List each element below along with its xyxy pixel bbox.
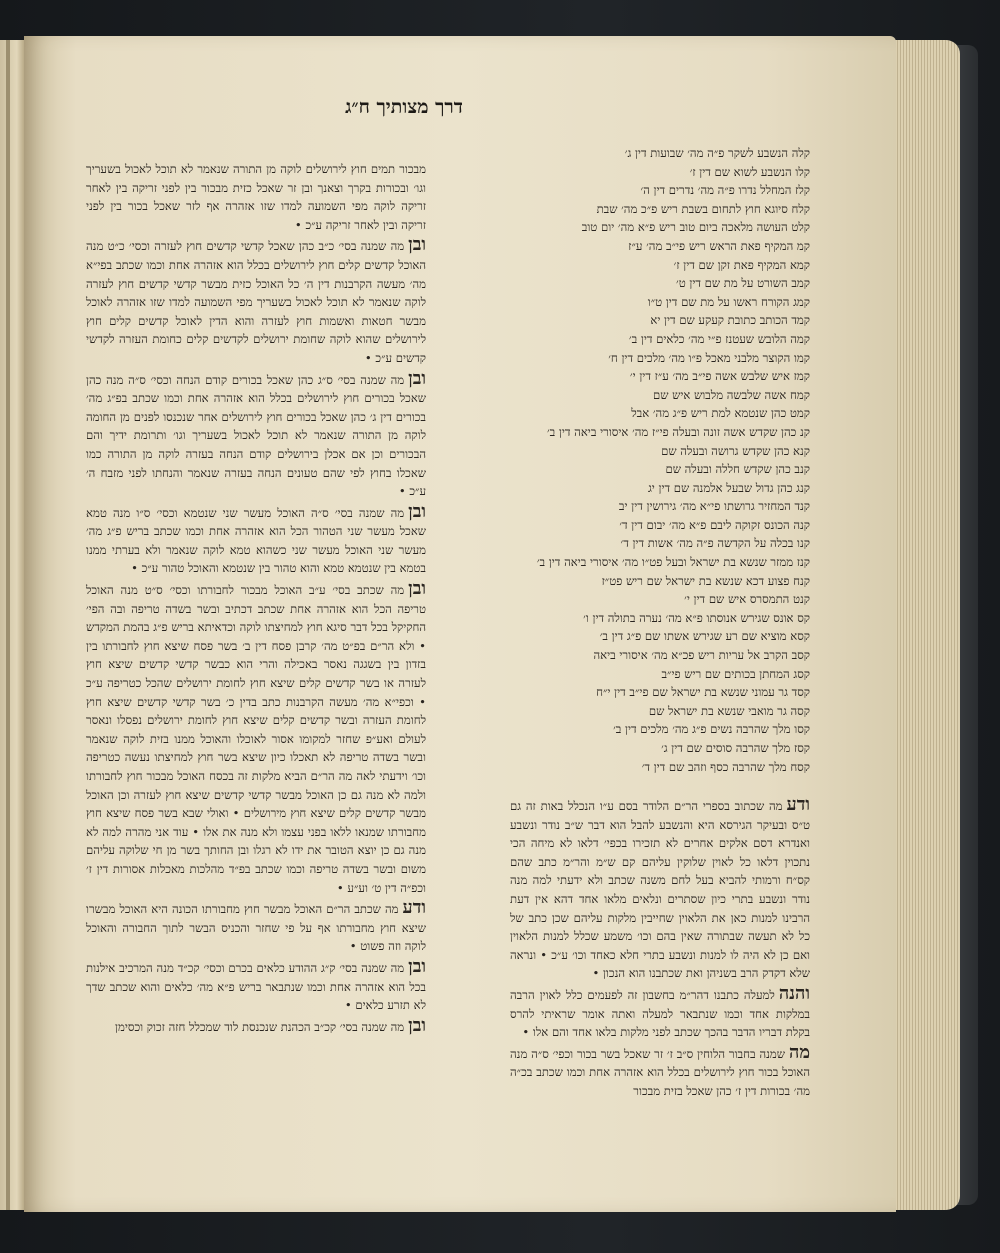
prohibition-entry: קמז איש שלבש אשה פי״ב מה׳ ע״ז דין י׳ [629,369,810,384]
prohibition-entry: קנה הכונס זקוקה ליבם פ״א מה׳ יבום דין ד׳ [619,517,810,532]
paragraph-lead-word: ובן [408,500,426,522]
facing-page-fold [6,40,10,1210]
paragraph-body: מה שכתב הר״ם האוכל מבשר חוץ מחבורתו הכונה היא האוכל מבשרו שיצא חוץ מחבורתו אף על פי שחזר והכניס הבשר לתוך החבורה והאוכל לוקה וזה פשוט • [86,902,426,954]
paragraph-lead-word: ובן [408,234,426,256]
prohibition-entry: קמג הקורח ראשו על מת שם דין ט״ו [647,294,810,309]
prohibition-entry: קסג המחתן בכותים שם ריש פי״ב [661,666,810,681]
prohibition-entry: קמו הקוצר מלבני מאכל פ״ו מה׳ מלכים דין ח׳ [608,350,810,365]
paragraph-lead-word: ודע [786,794,810,815]
paragraph-lead-word: ובן [408,578,426,600]
prohibition-entry: קנט התמסרס איש שם דין י׳ [684,592,810,607]
text-paragraph [510,796,810,983]
prohibition-entry: קסד גר עמוני שנשא בת ישראל שם פי״ב דין י״ח [596,685,810,700]
paragraph-body: מה שמנה בסי׳ ס״ה האוכל מעשר שני שנטמא וכסי׳ ס״ו מנה טמא שאכל מעשר שני הטהור הכל הוא אזהרה אחת וכמו שכתב בריש פ״ג מה׳ מעשר שני האוכל מעשר שני כשהוא טמא לוקה שנאמר ולא בערתי ממנו בטמא בין שנטמא טמא והוא טהור בין שנטמא והאוכל טהור ע״כ • [86,505,426,576]
paragraph-lead-word: והנה [778,982,810,1004]
prohibition-entry: קלה הנשבע לשקר פ״ה מה׳ שבועות דין ג׳ [624,146,810,160]
paragraph-body: מה שמנה בסי׳ קכ״ב הכהנת שנכנסת לוד שמכלל חזה זכוק וכסימן [115,1019,405,1034]
prohibition-entry: קנא כהן שקדש גרושה ובעלה שם [661,443,810,458]
prohibition-entry: קס אונס שגירש אנוסתו פ״א מה׳ נערה בתולה דין ו׳ [583,610,810,625]
text-paragraph [86,500,426,578]
paragraph-body: מבכור תמים חוץ לירושלים לוקה מן התורה שנאמר לא תוכל לאכול בשעריך וגו׳ ובכורות בקרך וצאנך ובן זר שאכל כזית מבכור בין לפני זריקה בין לאחר זריקה לוקה מפי השמועה למדו שזו אזהרה אף לזר שאכל בכור בין לפני זריקה ובין לאחר זריקה ע״כ • [86,162,426,232]
text-paragraph [86,955,426,1015]
prohibition-entry: קמט כהן שנטמא למת ריש פ״ג מה׳ אבל [631,406,810,421]
prohibition-entry: קסא מוציא שם רע שגירש אשתו שם פ״ג דין ב׳ [599,629,810,644]
text-paragraph [510,1041,810,1101]
paragraph-body: מה שמנה בסי׳ ק״ג ההודע כלאים בכרם וכסי׳ קכ״ד מנה המרכיב אילנות בכל הוא אזהרה אחת וכמו שנתבאר בריש פ״א מה׳ כלאים והוא שכתב שדך לא תזרע כלאים • [86,960,426,1013]
prohibition-entry: קמד הכותב כתובת קעקע שם דין יא [650,313,810,328]
prohibition-entry: קסב הקרב אל עריות ריש פכ״א מה׳ איסורי ביאה [593,648,810,663]
paragraph-lead-word: ובן [408,955,426,977]
paragraph-lead-word: מה [788,1041,810,1063]
right-column-commentary [510,796,810,1103]
text-paragraph [86,160,426,234]
text-paragraph [510,982,810,1042]
prohibition-entry: קנג כהן גדול שבעל אלמנה שם דין יג [647,480,810,495]
right-column [510,144,810,776]
prohibition-entry: קסז מלך שהרבה סוסים שם דין ג׳ [661,741,810,755]
prohibition-entry: קסה גר מואבי שנשא בת ישראל שם [648,703,810,718]
text-paragraph [86,236,426,367]
prohibition-entry: קלט העושה מלאכה ביום טוב ריש פ״א מה׳ יום טוב [581,220,810,235]
prohibition-entry: קמ המקיף פאת הראש ריש פי״ב מה׳ ע״ז [628,238,810,253]
prohibition-entry: קמה הלובש שעטנז פ״י מה׳ כלאים דין ב׳ [628,331,810,346]
prohibition-entry: קנב כהן שקדש חללה ובעלה שם [665,462,810,477]
prohibition-entry: קנד המחזיר גרושתו פי״א מה׳ גירושין דין יב [618,499,810,514]
paragraph-body: מה שמנה בסי׳ כ״ב כהן שאכל קדשי קדשים חוץ לעזרה וכסי׳ כ״ט מנה האוכל קדשים קלים חוץ לירושלים בכלל הוא אזהרה אחת וכמו שכתב בפי״א מה׳ מעשה הקרבנות דין ה׳ כל האוכל כזית מבשר קדשי קדשים חוץ לעזרה לוקה שנאמר לא תוכל לאכול בשעריך מפי השמועה למדו שזו אזהרה לאוכל מבשר חטאות ואשמות חוץ לעזרה והוא הדין לאוכל קדשים קלים חוץ לירושלים שהוא לוקה שחומת ירושלים לקדשים קלים כחומת העזרה לקדשי קדשים ע״כ • [86,239,426,365]
paragraph-body: מה שמנה בסי׳ ס״ג כהן שאכל בכורים קודם הנחה וכסי׳ ס״ה מנה כהן שאכל בכורים חוץ לירושלים בכלל הוא אזהרה אחת וכמו שכתב בפ״ג מה׳ בכורים דין ג׳ כהן שאכל בכורים חוץ לירושלים אחר שנכנסו לפנים מן החומה לוקה מן התורה שנאמר לא תוכל לאכול בשעריך וגו׳ ותרומת ידיך והם הבכורים וכן אם אכלן בירושלים קודם הנחה בעזרה לוקה מן התורה כמו שאכלו בחוץ לפי שהם טעונים הנחה בעזרה שנאמר והנחתו לפני מזבח ה׳ ע״כ • [86,372,426,499]
running-header: דרך מצותיך ח״ג [345,96,463,118]
text-paragraph [86,899,426,956]
prohibition-entry: קנז ממזר שנשא בת ישראל ובעל פט״ו מה׳ איסורי ביאה דין ב׳ [536,555,810,570]
prohibition-entry: קנח פצוע דכא שנשא בת ישראל שם ריש פט״ז [601,573,810,588]
prohibition-entry: קלז המחלל נדרו פ״ה מה׳ נדרים דין ה׳ [640,183,810,198]
text-paragraph [86,1014,426,1037]
book-page [24,36,896,1212]
prohibition-entry: קנו בכלה על הקדשה פ״ה מה׳ אשות דין ד׳ [620,536,810,551]
facing-page-edge [0,40,26,1210]
prohibition-entry: קלח סיוגא חוץ לתחום בשבת ריש פ״כ מה׳ שבת [596,201,810,216]
text-paragraph [86,580,426,897]
left-column [86,160,426,1038]
prohibition-entry: קסח מלך שהרבה כסף וזהב שם דין ד׳ [641,759,810,774]
prohibition-entry: קמח אשה שלבשה מלבוש איש שם [652,387,810,402]
paragraph-lead-word: ובן [408,1014,426,1036]
prohibition-entry: קלו הנשבע לשוא שם דין ז׳ [689,164,810,179]
prohibition-entry: קנ כהן שקדש אשה זונה ובעלה פי״ז מה׳ איסורי ביאה דין ב׳ [546,424,810,439]
paragraph-lead-word: ובן [408,367,426,389]
paragraph-lead-word: ודע [402,897,426,919]
prohibition-entry: קמא המקיף פאת זקן שם דין ז׳ [673,257,810,272]
paragraph-body: למעלה כתבנו דהר״מ בחשבון זה לפעמים כלל לאוין הרבה במלקות אחד וכמו שנתבאר למעלה ואתה אומר שראיתי להרס בקלת דבריו הדבר בהכך שכתב לפני מלקות בלאו אחד והם אלו • [510,987,810,1040]
prohibition-entry: קמב השורט על מת שם דין ט׳ [676,276,810,291]
paragraph-body: מה שכתב בסי׳ ע״ב האוכל מבכור לחבורתו וכסי׳ ס״ט מנה האוכל טריפה הכל הוא אזהרה אחת שכתב דכתיב ובשר בשדה טריפה ובה הפי׳ החקיקל בכל דבר סיגא חוץ למחיצתו לוקה וכדאיתא בריש פ״ג בהמת המקדש • ולא הר״ם בפ״ט מה׳ קרבן פסח דין ב׳ בשר פסח שיצא חוץ לחבורתו בין בזדון בין בשגגה נאסר באכילה והרי הוא כבשר קדשי קדשים שיצא חוץ לעזרה או בשר קדשים קלים שיצא חוץ לחומת ירושלים שהכל כטריפה ע״כ • וכפי״א מה׳ מעשה הקרבנות כתב בדין כ׳ בשר קדשי קדשים שיצא חוץ לחומת העזרה ובשר קדשים קלים שיצא חוץ לחומת ירושלים נפסלו ונאסר לעולם ואע״פ שחזר למקומו אסור לאוכלו והאוכל ממנו בזית לוקה שנאמר ובשר בשדה טריפה לא תאכלו כיון שיצא בשר חוץ למחיצתו נעשה כטריפה וכו׳ וידעתי לאה מה הר״ם הביא מלקות זה בכסח האוכל מבכור חוץ לחבורתו ולמה לא מנה גם כן האוכל מבשר קדשי קדשים שיצא חוץ לעזרה וכן האוכל מבשר קדשים קלים שיצא חוץ מירושלים • ואולי שבא בשר פסח שיצא חוץ מחבורתו שמנאו ללאו בפני עצמו ולא מנה את אלו • עוד אני מהרה למה לא מנה גם כן יוצא הטובר את ידו לא רגלו ובן החותך בשר מן חי שלוקה עליהם משום ובשר בשדה טריפה וכמו שכתב בפ״ד מהלכות מאכלות אסורות דין ז׳ וכפ״ה דין ט׳ וע״ע • [86,583,426,895]
text-paragraph [86,367,426,501]
paragraph-body: שמנה בחבור הלוחין ס״ב ז׳ זר שאכל בשר בכור וכפי׳ ס״ה מנה האוכל בכור חוץ לירושלים בכלל הוא אזהרה אחת וכמו שכתב בכ״ה מה׳ בכורות דין ז׳ כהן שאכל בזית מבכור [510,1046,810,1098]
prohibition-entry: קסו מלך שהרבה נשים פ״ג מה׳ מלכים דין ב׳ [613,722,810,737]
paragraph-body: מה שכתוב בספרי הר״ם הלודר בסם ע״ו הנכלל באות זה גם ט״ס ובעיקר הגירסא היא והנשבע להבל הוא דבר ש״ב נודר ונשבע ואנדרא דסם אלקים אחרים לא תזכירו בכפי׳ דלאו לא מיחה הכי נתכוין דלאו כל לאוין שלוקין עליהם קם ש״מ והר״מ כתב שהם קס״ח ורמותי להביא בעל לחם משנה שכתב ולא ידעתי למה מנה נודר ונשבע בתרי כיון שסתרים ונלאים מלאו אחד דהא אין דעת הרבינו למנות כאן את הלאוין שחייבין מלקות עליהם שכן כתב של כל לא תעשה שבתורה שאין בהם וכו׳ משמע שכלל למנות הלאוין ואם כן לא היה לו למנות ונשבע בתרי חלא כאחד וכו׳ ע״כ • ונראה שלא דקדק הרב בשניהן ואת שכתבנו הוא הנכון • [510,799,810,981]
